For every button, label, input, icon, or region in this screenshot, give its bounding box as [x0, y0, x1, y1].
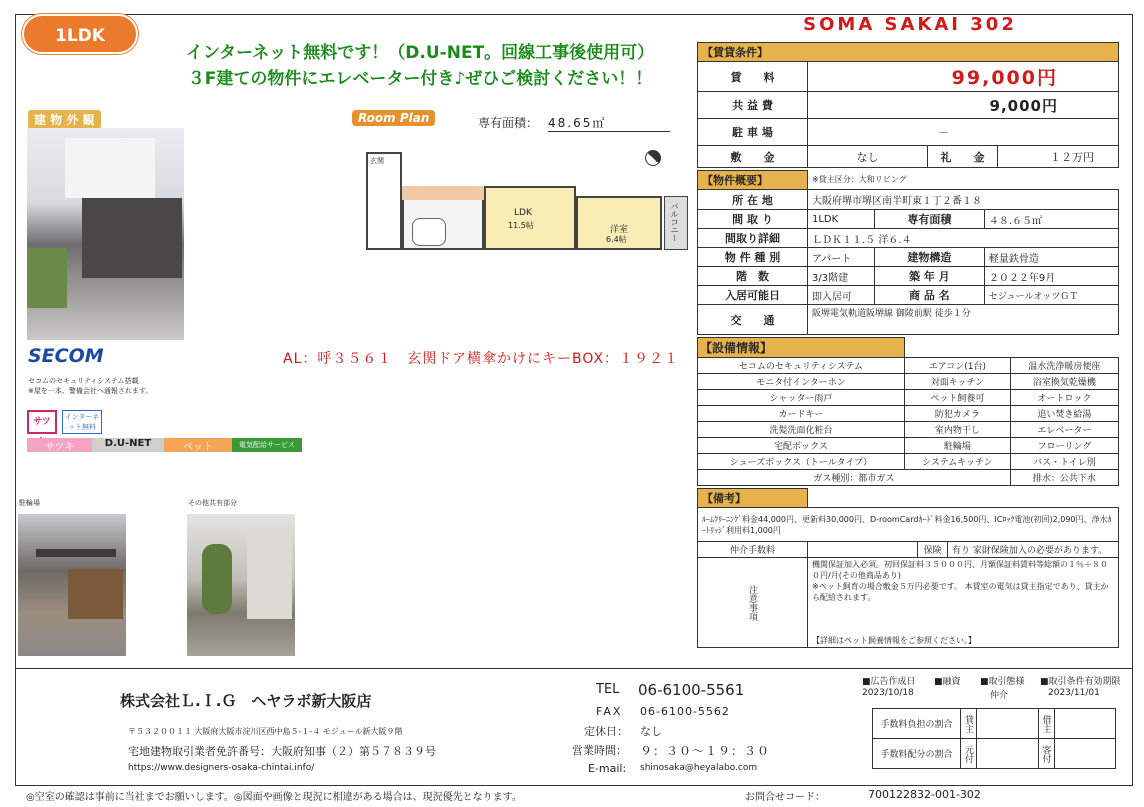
equipment-item: 駐輪場 — [904, 438, 1010, 454]
equipment-item: 室内物干し — [904, 422, 1010, 438]
overview-label-6: 交 通 — [698, 305, 808, 335]
created-value: 2023/10/18 — [862, 688, 914, 698]
area-label: 専有面積： — [478, 116, 539, 130]
fee-client: 客付 — [1038, 739, 1054, 769]
overview-label-2: 間取り詳細 — [698, 229, 808, 248]
inquiry-code: 700122832-001-302 — [868, 788, 981, 801]
bicycle-parking-photo — [18, 514, 126, 656]
mode-value: 仲介 — [990, 691, 1009, 701]
tag-satsuki: サツキ — [27, 438, 92, 452]
ldk-text: LDK — [514, 208, 532, 218]
exterior-photo — [27, 128, 184, 340]
remarks-table — [697, 488, 1119, 648]
fee-table — [872, 708, 1116, 769]
overview-label-3b: 建物構造 — [874, 248, 984, 267]
balcony-text: バルコニー — [670, 202, 679, 242]
insurance-label: 保険 — [918, 542, 948, 558]
bottom-notice: ◎空室の確認は事前に当社までお願いします。◎図面や画像と現況に相違がある場合は、現況優先となります。 — [26, 792, 522, 803]
equipment-item: エレベーター — [1010, 422, 1118, 438]
common-area-photo — [187, 514, 295, 656]
entrance-text: 玄関 — [370, 157, 384, 165]
overview-label-5b: 商 品 名 — [874, 286, 984, 305]
overview-value-1: 1LDK — [808, 210, 875, 229]
drain-type: 排水：公共下水 — [1010, 470, 1118, 486]
created-label: ■広告作成日 — [862, 677, 916, 687]
footer-divider — [15, 668, 1133, 669]
exterior-label: 建 物 外 観 — [28, 110, 101, 129]
remarks-header: 【備考】 — [698, 489, 808, 508]
note-2: ※ペット飼育の場合敷金５万円必要です。 本賃室の電気は貸主指定であり、貸主から配給されます。 — [812, 582, 1109, 602]
equipment-item: 防犯カメラ — [904, 406, 1010, 422]
overview-label-4: 階 数 — [698, 267, 808, 286]
equipment-item: 温水洗浄暖房便座 — [1010, 358, 1118, 374]
catch-line-2: ３F建ての物件にエレベーター付き♪ぜひご検討ください！！ — [187, 69, 653, 89]
fax-value: 06-6100-5562 — [640, 705, 730, 718]
expiry-value: 2023/11/01 — [1048, 688, 1100, 698]
deposit-label: 敷 金 — [698, 146, 808, 168]
holiday-label: 定休日： — [584, 725, 628, 738]
email-label: E-mail: — [588, 762, 627, 775]
note-1: 機関保証加入必須。初回保証料３５０００円、月額保証料賃料等総額の１％＋８００円/月(その他商品あり) — [812, 560, 1108, 580]
note-3: 【詳細はペット飼養情報をご参照ください。】 — [812, 636, 976, 645]
inquiry-code-label: お問合せコード： — [745, 792, 825, 803]
expiry-label: ■取引条件有効期限 — [1040, 677, 1121, 687]
company-address: 〒５３２００１１ 大阪府大阪市淀川区西中島５-１-４ モジュール新大阪９階 — [128, 727, 403, 736]
overview-value-4b: ２０２２年9月 — [984, 267, 1118, 286]
equipment-header: 【設備情報】 — [698, 338, 905, 358]
insurance-value: 有り 家財保険加入の必要があります。 — [948, 542, 1119, 558]
mode-label: ■取引態様 — [980, 677, 1025, 687]
equipment-item: ペット飼養可 — [904, 390, 1010, 406]
overview-value-5: 即入居可 — [808, 286, 875, 305]
equipment-item: カードキー — [698, 406, 905, 422]
fee-landlord: 貸主 — [961, 709, 977, 739]
overview-label-1: 間 取 り — [698, 210, 808, 229]
equipment-item: シャッター雨戸 — [698, 390, 905, 406]
western-size-text: 6.4帖 — [606, 235, 627, 244]
company-name: 株式会社Ｌ.Ｉ.Ｇ ヘヤラボ新大阪店 — [120, 692, 372, 710]
equipment-item: 対面キッチン — [904, 374, 1010, 390]
parking-value: － — [808, 119, 1119, 146]
tel-label: TEL — [596, 682, 620, 697]
equipment-item: 追い焚き給湯 — [1010, 406, 1118, 422]
equipment-item: オートロック — [1010, 390, 1118, 406]
floor-plan — [366, 150, 691, 250]
overview-value-3b: 軽量鉄骨造 — [984, 248, 1118, 267]
parking-label: 駐 車 場 — [698, 119, 808, 146]
overview-value-2: ＬＤＫ１１.５ 洋６.４ — [808, 229, 1119, 248]
secom-text-2: ※屋を一本、警備会社へ通報されます。 — [28, 387, 153, 395]
western-text: 洋室 — [610, 225, 629, 235]
photo2-label: その他共有部分 — [188, 499, 237, 507]
secom-logo: SECOM — [28, 345, 104, 367]
internet-logo: インターネット無料 — [62, 410, 102, 434]
common-fee-label: 共 益 費 — [698, 92, 808, 119]
equipment-item: 洗髪洗面化粧台 — [698, 422, 905, 438]
deposit-value: なし — [808, 146, 928, 168]
memo-text: AL：呼３５６１ 玄関ドア横傘かけにキーBOX：１９２１ — [283, 351, 680, 367]
equipment-table — [697, 337, 1119, 486]
equipment-item: セコムのセキュリティシステム — [698, 358, 905, 374]
ldk-size-text: 11.5帖 — [508, 221, 534, 230]
notes-label: 注意事項 — [698, 558, 808, 648]
overview-value-0: 大阪府堺市堺区南半町東１丁２番１８ — [808, 190, 1119, 210]
rent-value: 99,000円 — [808, 62, 1119, 92]
property-name: SOMA SAKAI 302 — [803, 14, 1017, 35]
overview-value-5b: セジュールオッツＧＴ — [984, 286, 1118, 305]
overview-value-1b: ４８.６５㎡ — [984, 210, 1118, 229]
fee-tenant: 借主 — [1038, 709, 1054, 739]
conditions-table — [697, 42, 1119, 168]
overview-note: ※貸主区分：大和リビング — [812, 175, 907, 185]
company-url[interactable]: https://www.designers-osaka-chintai.info/ — [128, 763, 315, 773]
feature-tags — [27, 438, 302, 452]
tel-value: 06-6100-5561 — [638, 681, 745, 699]
overview-value-3: アパート — [808, 248, 875, 267]
overview-table — [697, 170, 1119, 335]
catch-line-1: インターネット無料です！（D.U-NET。回線工事後使用可） — [185, 43, 655, 63]
conditions-header: 【賃貸条件】 — [698, 43, 1119, 62]
equipment-item: 浴室換気乾燥機 — [1010, 374, 1118, 390]
overview-label-0: 所 在 地 — [698, 190, 808, 210]
overview-value-6: 阪堺電気軌道阪堺線 御陵前駅 徒歩１分 — [808, 305, 1119, 335]
overview-label-5: 入居可能日 — [698, 286, 808, 305]
satsuki-logo: サツ — [27, 410, 57, 434]
conditions-panel — [697, 42, 1119, 648]
overview-header: 【物件概要】 — [698, 171, 808, 190]
email-value[interactable]: shinosaka@heyalabo.com — [640, 763, 758, 773]
tag-electric: 電気配給サービス — [232, 438, 302, 452]
equipment-item: エアコン(1台) — [904, 358, 1010, 374]
rent-label: 賃 料 — [698, 62, 808, 92]
tag-dunet: D.U-NET — [92, 438, 164, 452]
key-money-label: 礼 金 — [928, 146, 998, 168]
key-money-value: １２万円 — [998, 146, 1119, 168]
overview-label-3: 物 件 種 別 — [698, 248, 808, 267]
fee-row-2-label: 手数料配分の割合 — [873, 739, 961, 769]
room-plan-label: Room Plan — [352, 110, 435, 126]
photo1-label: 駐輪場 — [19, 499, 40, 507]
equipment-item: システムキッチン — [904, 454, 1010, 470]
layout-badge: 1LDK — [22, 14, 138, 54]
fee-origin: 元付 — [961, 739, 977, 769]
equipment-item: フローリング — [1010, 438, 1118, 454]
remarks-text: ﾙｰﾑｸﾘｰﾆﾝｸﾞ料金44,000円、更新料30,000円、D-roomCardｶｰﾄﾞ料金16,500円、ICﾛｯｸ電池(初回)2,090円、浄水ｶｰﾄﾘｯｼﾞ利用料1,000円 — [698, 508, 1119, 542]
overview-value-4: 3/3階建 — [808, 267, 875, 286]
equipment-item: モニタ付インターホン — [698, 374, 905, 390]
tag-pet: ペット — [164, 438, 232, 452]
fee-row-1-label: 手数料負担の割合 — [873, 709, 961, 739]
fax-label: FAX — [596, 705, 623, 718]
hours-value: ９：３０～１９：３０ — [640, 744, 771, 758]
gas-type: ガス種別：都市ガス — [698, 470, 1011, 486]
equipment-item: バス・トイレ別 — [1010, 454, 1118, 470]
broker-fee-label: 仲介手数料 — [698, 542, 808, 558]
notes-box — [808, 558, 1119, 648]
finance-label: ■融資 — [934, 677, 961, 687]
equipment-item: 宅配ボックス — [698, 438, 905, 454]
equipment-item: シューズボックス（トールタイプ） — [698, 454, 905, 470]
secom-text-1: セコムのセキュリティシステム搭載 — [28, 377, 139, 385]
hours-label: 営業時間： — [572, 744, 627, 757]
holiday-value: なし — [640, 725, 662, 738]
company-license: 宅地建物取引業者免許番号：大阪府知事（２）第５７８３９号 — [128, 745, 436, 758]
common-fee-value: 9,000円 — [808, 92, 1119, 119]
overview-label-4b: 築 年 月 — [874, 267, 984, 286]
area-value: 48.65㎡ — [548, 114, 670, 132]
overview-label-1b: 専有面積 — [874, 210, 984, 229]
